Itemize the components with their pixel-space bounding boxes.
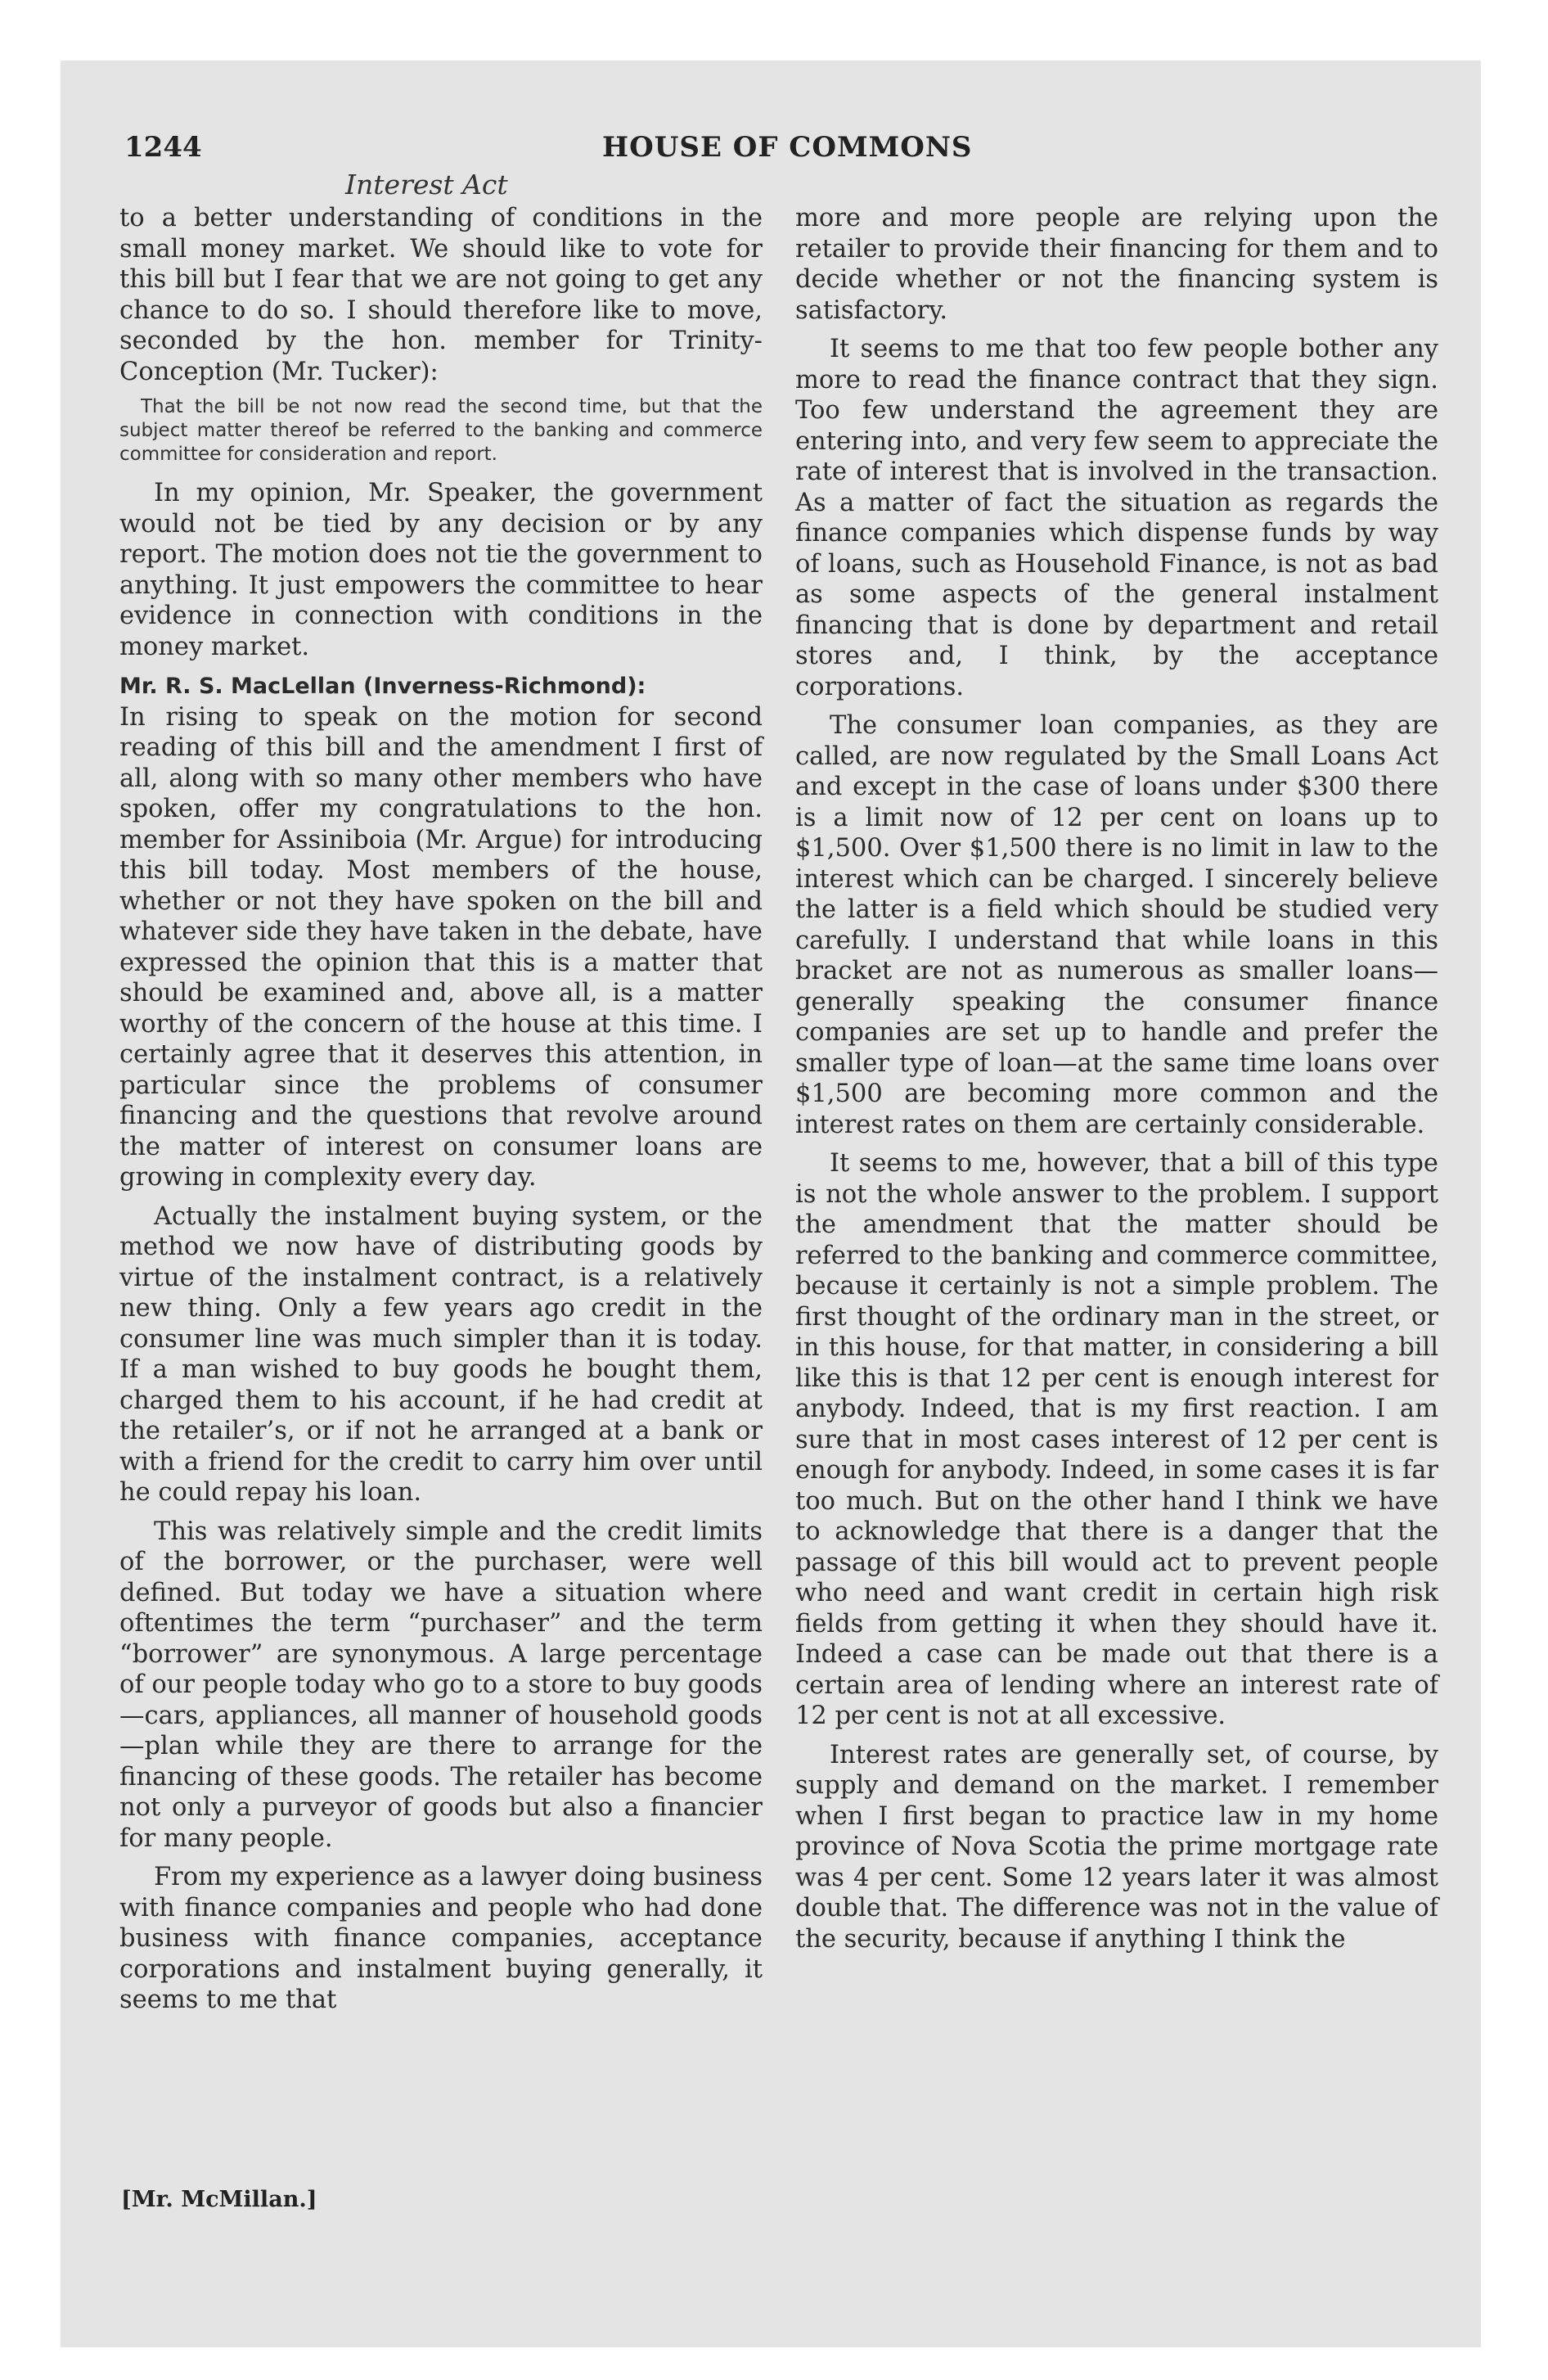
paragraph: Actually the instalment buying system, or the method we now have of distributing goods by virtue of the instalment contract, is a relatively new thing. Only a few years ago credit in the consumer line was much simpler than it is today. If a man wished to buy goods he bought them, charged them to his account, if he had credit at the retailer’s, or if not he arranged at a bank or with a friend for the credit to carry him over until he could repay his loan. (119, 1201, 763, 1507)
paragraph: Interest rates are generally set, of course, by supply and demand on the market. I remember when I first began to practice law in my home province of Nova Scotia the prime mortgage rate was 4 per cent. Some 12 years later it was almost double that. The difference was not in the value of the security, because if anything I think the (795, 1740, 1438, 1954)
motion-text: That the bill be not now read the second time, but that the subject matter thereof be referred to the banking and commerce committee for consideration and report. (119, 396, 763, 465)
page-number: 1244 (124, 131, 202, 164)
right-column (795, 203, 1438, 1963)
speaker-name: Mr. R. S. MacLellan (Inverness-Richmond): (119, 674, 646, 699)
paragraph: In my opinion, Mr. Speaker, the government would not be tied by any decision or by any report. The motion does not tie the government to anything. It just empowers the committee to hear evidence in connection with conditions in the money market. (119, 479, 763, 661)
speaker-paragraph (119, 670, 763, 702)
paragraph: It seems to me, however, that a bill of this type is not the whole answer to the problem. I support the amendment that the matter should be referred to the banking and commerce committee, because it certainly is not a simple problem. The first thought of the ordinary man in the street, or in this house, for that matter, in considering a bill like this is that 12 per cent is enough interest for anybody. Indeed, that is my first reaction. I am sure that in most cases interest of 12 per cent is enough for anybody. Indeed, in some cases it is far too much. But on the other hand I think we have to acknowledge that there is a danger that the passage of this bill would act to prevent people who need and want credit in certain high risk fields from getting it when they should have it. Indeed a case can be made out that there is a certain area of lending where an interest rate of 12 per cent is not at all excessive. (795, 1149, 1438, 1730)
speaker-footer: [Mr. McMillan.] (121, 2187, 317, 2212)
paragraph: to a better understanding of conditions in the small money market. We should like to vote for this bill but I fear that we are not going to get any chance to do so. I should therefore like to move, seconded by the hon. member for Trinity-Conception (Mr. Tucker): (119, 204, 763, 386)
section-title: Interest Act (345, 169, 508, 201)
paragraph: The consumer loan companies, as they are called, are now regulated by the Small Loans Act and except in the case of loans under $300 there is a limit now of 12 per cent on loans up to $1,500. Over $1,500 there is no limit in law to the interest which can be charged. I sincerely believe the latter is a field which should be studied very carefully. I understand that while loans in this bracket are not as numerous as smaller loans—generally speaking the consumer finance companies are set up to handle and prefer the smaller type of loan—at the same time loans over $1,500 are becoming more common and the interest rates on them are certainly considerable. (795, 711, 1438, 1139)
left-column (119, 203, 763, 2024)
paragraph: This was relatively simple and the credit limits of the borrower, or the purchaser, were well defined. But today we have a situation where oftentimes the term “purchaser” and the term “borrower” are synonymous. A large percentage of our people today who go to a store to buy goods—cars, appliances, all manner of household goods—plan while they are there to arrange for the financing of these goods. The retailer has become not only a purveyor of goods but also a financier for many people. (119, 1517, 763, 1853)
running-head: HOUSE OF COMMONS (602, 131, 973, 164)
paragraph: more and more people are relying upon the retailer to provide their financing for them and to decide whether or not the financing system is satisfactory. (795, 204, 1438, 325)
paragraph: In rising to speak on the motion for second reading of this bill and the amendment I first of all, along with so many other members who have spoken, offer my congratulations to the hon. member for Assiniboia (Mr. Argue) for introducing this bill today. Most members of the house, whether or not they have spoken on the bill and whatever side they have taken in the debate, have expressed the opinion that this is a matter that should be examined and, above all, is a matter worthy of the concern of the house at this time. I certainly agree that it deserves this attention, in particular since the problems of consumer financing and the questions that revolve around the matter of interest on consumer loans are growing in complexity every day. (119, 702, 763, 1192)
paragraph: From my experience as a lawyer doing business with finance companies and people who had done business with finance companies, acceptance corporations and instalment buying generally, it seems to me that (119, 1863, 763, 2014)
paragraph: It seems to me that too few people bother any more to read the finance contract that they sign. Too few understand the agreement they are entering into, and very few seem to appreciate the rate of interest that is involved in the transaction. As a matter of fact the situation as regards the finance companies which dispense funds by way of loans, such as Household Finance, is not as bad as some aspects of the general instalment financing that is done by department and retail stores and, I think, by the acceptance corporations. (795, 335, 1438, 701)
